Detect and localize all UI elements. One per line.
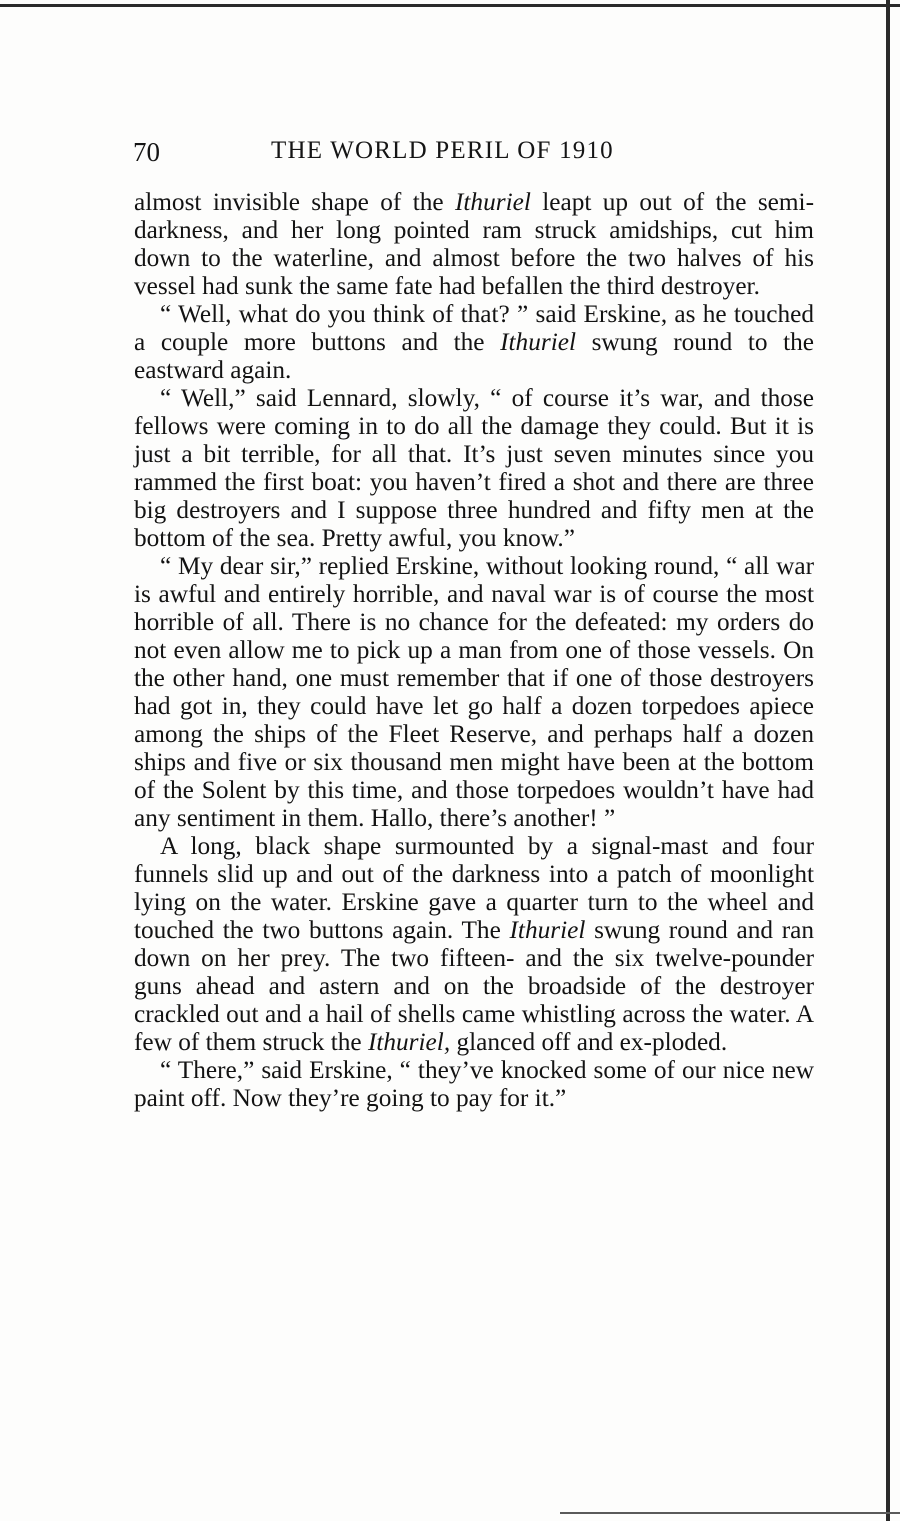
scan-edge-right [886, 0, 890, 1521]
text-run: dozen ships and five or six thousand men might have [134, 720, 814, 776]
text-run: and I suppose three hundred and fifty men at the bottom [134, 496, 814, 552]
ship-name-italic: Ithuriel, [367, 1028, 451, 1056]
text-run: almost invisible shape of the [134, 188, 455, 216]
ship-name-italic: Ithuriel [454, 188, 531, 216]
text-run: leapt up out of the [530, 188, 747, 216]
text-run: torpedoes wouldn’t have had any sentiment in them. [134, 776, 815, 832]
text-run: “ Well, what do you think of that? ” said Erskine, as [160, 300, 696, 328]
text-run: The [461, 916, 510, 944]
text-run: four funnels slid up and out of the darkness into a patch [134, 832, 814, 888]
text-run: “ Well,” said Lennard, slowly, “ of course it’s war, [160, 384, 704, 412]
text-run: ploded. [651, 1028, 728, 1056]
paragraph [134, 1056, 814, 1112]
text-run: “ There,” said Erskine, “ they’ve knocked some of our [160, 1056, 716, 1084]
paragraph [134, 188, 814, 300]
paragraph [134, 832, 814, 1056]
text-run: glanced off and ex- [450, 1028, 652, 1056]
text-run: one must remember that if one of those destroyers had [134, 664, 815, 720]
scan-edge-top [0, 4, 900, 7]
text-run: of the sea. Pretty awful, you know.” [212, 524, 575, 552]
paragraph [134, 300, 814, 384]
text-run: nice new paint off. Now they’re going to pay for it.” [134, 1056, 815, 1112]
text-run: been at the bottom of the Solent by this time, and those [134, 748, 814, 804]
text-run: halves of his vessel had sunk the same fate had befallen [134, 244, 814, 300]
paragraph [134, 384, 814, 552]
text-run: cut him down to the waterline, and almost before the two [134, 216, 814, 272]
text-run: Hallo, there’s another! ” [370, 804, 616, 832]
text-run: swung round and ran down on her prey. [134, 916, 815, 972]
text-run: It’s just seven minutes since you rammed the first boat: [134, 440, 814, 496]
text-run: up a man from one of those vessels. On the other hand, [134, 636, 815, 692]
text-run: round to the eastward again. [134, 328, 815, 384]
text-run: the third destroyer. [569, 272, 760, 300]
text-run: you haven’t fired a shot and there are three big destroyers [134, 468, 815, 524]
scan-edge-bottom [560, 1512, 900, 1514]
page-number: 70 [133, 137, 160, 167]
text-run: turn to the wheel and touched the two buttons again. [134, 888, 814, 944]
text-run: the defeated: my orders do not even allow me to pick [134, 608, 815, 664]
text-run: of course the most horrible of all. There is no chance for [134, 580, 815, 636]
text-run: among the ships of the Fleet Reserve, and perhaps half a [134, 720, 744, 748]
text-run: A few of them struck the [134, 1000, 814, 1056]
text-run: they could. But it is just a bit terrible, for all that. [134, 412, 814, 468]
text-run: and astern and on the broadside of the destroyer crackled [134, 972, 814, 1028]
text-run: “ all war is awful and entirely horrible, and naval war is [134, 552, 814, 608]
text-run: semi-darkness, and her long pointed ram struck amidships, [134, 188, 815, 244]
text-run: he touched a couple more buttons and the [134, 300, 815, 356]
text-run: and those fellows were coming in to do all the damage [134, 384, 815, 440]
text-run: “ My dear sir,” replied Erskine, without looking round, [160, 552, 720, 580]
body-text [134, 188, 814, 1112]
running-title: THE WORLD PERIL OF 1910 [271, 137, 614, 164]
text-run: swung [575, 328, 658, 356]
text-run: A long, black shape surmounted by a signal-mast and [160, 832, 759, 860]
text-run: The two fifteen- and the six twelve-pounder guns ahead [134, 944, 815, 1000]
text-run: of moonlight lying on the water. Erskine gave a quarter [134, 860, 815, 916]
paragraph [134, 552, 814, 832]
ship-name-italic: Ithuriel [500, 328, 576, 356]
ship-name-italic: Ithuriel [509, 916, 586, 944]
text-run: got in, they could have let go half a dozen torpedoes apiece [179, 692, 815, 720]
text-run: out and a hail of shells came whistling across the water. [226, 1000, 791, 1028]
